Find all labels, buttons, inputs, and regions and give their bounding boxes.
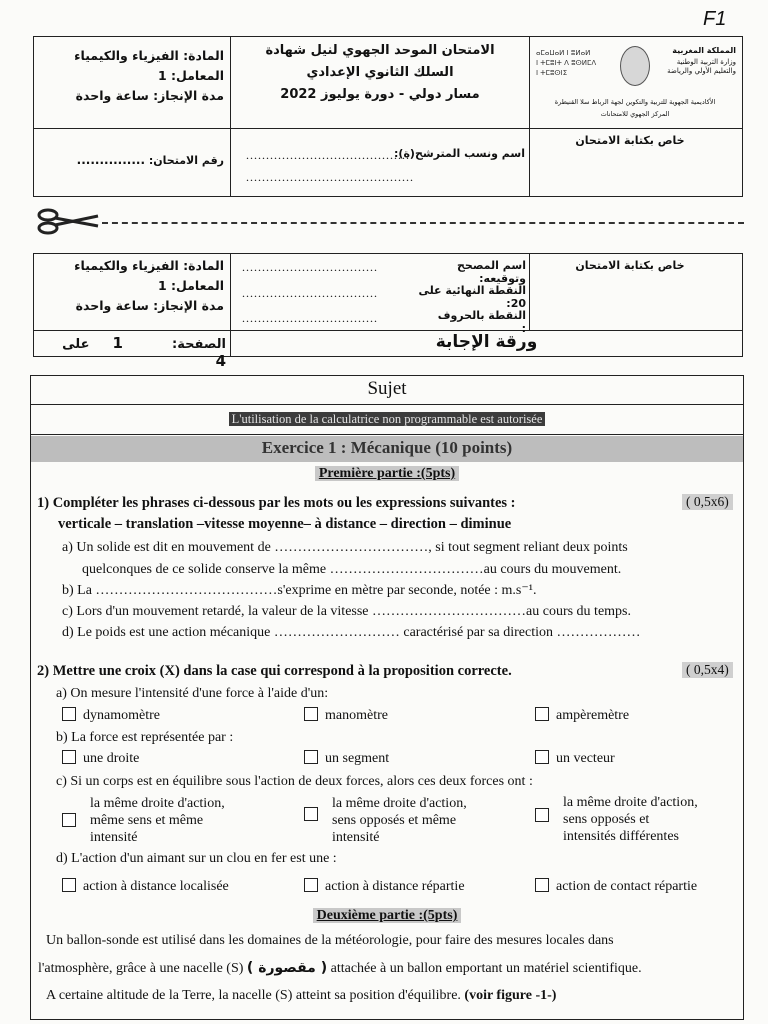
corrector-dots[interactable]: .................................. [242,260,378,274]
cut-line [102,222,744,224]
exam-title-block [234,40,526,106]
page-indicator [38,334,226,370]
q2-c-option-3[interactable]: la même droite d'action, sens opposés et intensités différentes [535,794,698,845]
checkbox[interactable] [535,808,549,822]
q1-instruction: 1) Compléter les phrases ci-dessous par les mots ou les expressions suivantes : [37,495,516,511]
checkbox[interactable] [304,750,318,764]
q2-a: a) On mesure l'intensité d'une force à l'aide d'un: [56,686,329,701]
q2-a-option-1[interactable]: dynamomètre [62,707,160,724]
academy-label: الأكاديمية الجهوية للتربية والتكوين لجهة الرباط سلا القنيطرة [554,98,716,106]
lower-reserved-label: خاص بكتابة الامتحان [575,259,685,272]
q2-c: c) Si un corps est en équilibre sous l'action de deux forces, alors ces deux forces ont : [56,774,533,789]
page-label: الصفحة: [172,337,226,352]
q2-instruction: 2) Mettre une croix (X) dans la case qui correspond à la proposition correcte. [37,663,512,679]
q2-b-option-2[interactable]: un segment [304,750,389,767]
q1-a-line2: quelconques de ce solide conserve la même ……………………………au cours du mouvement. [82,562,622,577]
checkbox[interactable] [304,878,318,892]
part2-line2: l'atmosphère, grâce à une nacelle (S) ( مقصورة ) attachée à un ballon emportant un matériel scientifique. [38,960,642,976]
checkbox[interactable] [62,707,76,721]
checkbox[interactable] [535,707,549,721]
q2-c-option-2[interactable]: la même droite d'action, sens opposés et même intensité [304,795,467,846]
page-total: 4 [215,352,226,370]
royal-emblem-icon [620,46,650,86]
q2-d-option-2[interactable]: action à distance répartie [304,878,465,895]
corrector-label: اسم المصحح وتوقيعه: [456,259,526,285]
q2-c-option-1[interactable]: la même droite d'action, même sens et même intensité [62,795,225,846]
grade-letters-label: النقطة بالحروف : [437,309,526,335]
checkbox[interactable] [535,878,549,892]
q2-b-option-1[interactable]: une droite [62,750,139,767]
corner-mark: F1 [703,8,727,30]
grade-letters-dots[interactable]: .................................. [242,311,378,325]
checkbox[interactable] [62,878,76,892]
header-subject-block [40,46,224,106]
subject-label: المادة: الفيزياء والكيمياء [74,48,224,63]
calculator-note: L'utilisation de la calculatrice non programmable est autorisée [229,412,546,426]
coefficient-label: المعامل: 1 [157,68,224,83]
part2-line3: A certaine altitude de la Terre, la nacelle (S) atteint sa position d'équilibre. (voir figure -1-) [46,988,557,1003]
final-grade-dots[interactable]: .................................. [242,286,378,300]
lower-duration-label: مدة الإنجاز: ساعة واحدة [75,298,224,313]
exam-session: مسار دولي - دورة يوليوز 2022 [280,87,480,102]
part2-line1: Un ballon-sonde est utilisé dans les domaines de la météorologie, pour faire des mesures locales dans [46,933,614,948]
page-of: على [62,337,90,352]
reserved-label: خاص بكتابة الامتحان [575,134,685,147]
q2-a-option-2[interactable]: manomètre [304,707,388,724]
checkbox[interactable] [62,813,76,827]
final-grade-label: النقطة النهائية على 20: [418,284,526,310]
ministry-logo-block [532,40,740,126]
q1-words: verticale – translation –vitesse moyenne– à distance – direction – diminue [58,516,512,532]
part1-title: Première partie :(5pts) [315,466,459,481]
q2-b: b) La force est représentée par : [56,730,234,745]
q1-points: ( 0,5x6) [682,494,733,510]
checkbox[interactable] [535,750,549,764]
ministry-label: وزارة التربية الوطنية والتعليم الأولي والرياضة [667,58,736,75]
q2-d-option-3[interactable]: action de contact répartie [535,878,697,895]
q2-d: d) L'action d'un aimant sur un clou en fer est une : [56,851,337,866]
part2-title: Deuxième partie :(5pts) [313,908,462,923]
tifinagh-text-icon: ⴰⵎⴰⵡⴰⵍ ⵏ ⵓⵍⴰⵍ ⵏ ⵜⵎⵓⵏⵜ ⴷ ⵓⵙⵍⵎⴷ ⵏ ⵜⵎⵓⵙⵏⵉ [536,49,597,77]
nacelle-arabic-term: ( مقصورة ) [246,960,328,976]
exam-number-field[interactable] [54,153,224,167]
checkbox[interactable] [62,750,76,764]
page-current: 1 [112,334,123,352]
exam-title: الامتحان الموحد الجهوي لنيل شهادة [265,43,495,58]
exercise-title: Exercice 1 : Mécanique (10 points) [261,438,513,457]
lower-subject-block [40,256,224,316]
q2-points: ( 0,5x4) [682,662,733,678]
q1-a-line1: a) Un solide est dit en mouvement de ……………………………, si tout segment reliant deux points [62,540,628,555]
checkbox[interactable] [304,707,318,721]
exam-cycle: السلك الثانوي الإعدادي [306,65,454,80]
lower-coefficient-label: المعامل: 1 [157,278,224,293]
q1-d: d) Le poids est une action mécanique ……………………… caractérisé par sa direction ……………… [62,625,641,640]
answer-sheet-title: ورقة الإجابة [435,332,538,352]
q1-b: b) La …………………………………s'exprime en mètre par seconde, notée : m.s⁻¹. [62,583,537,598]
center-label: المركز الجهوي للامتحانات [600,110,670,118]
duration-label: مدة الإنجاز: ساعة واحدة [75,88,224,103]
figure-reference: (voir figure -1-) [464,988,557,1003]
q2-b-option-3[interactable]: un vecteur [535,750,615,767]
sujet-title: Sujet [367,378,407,399]
candidate-name-dots-2[interactable]: .......................................... [246,170,414,184]
exam-number-label: رقم الامتحان: [148,154,224,167]
q1-c: c) Lors d'un mouvement retardé, la valeur de la vitesse ……………………………au cours du temps. [62,604,631,619]
candidate-name-label: اسم ونسب المترشح(ة): [394,147,525,160]
exam-number-dots: ............... [76,153,146,167]
scissors-icon [36,206,100,236]
q2-d-option-1[interactable]: action à distance localisée [62,878,229,895]
candidate-name-dots-1[interactable]: .......................................... [246,148,414,162]
q2-a-option-3[interactable]: ampèremètre [535,707,629,724]
checkbox[interactable] [304,807,318,821]
kingdom-label: المملكة المغربية [672,46,736,55]
lower-subject-label: المادة: الفيزياء والكيمياء [74,258,224,273]
